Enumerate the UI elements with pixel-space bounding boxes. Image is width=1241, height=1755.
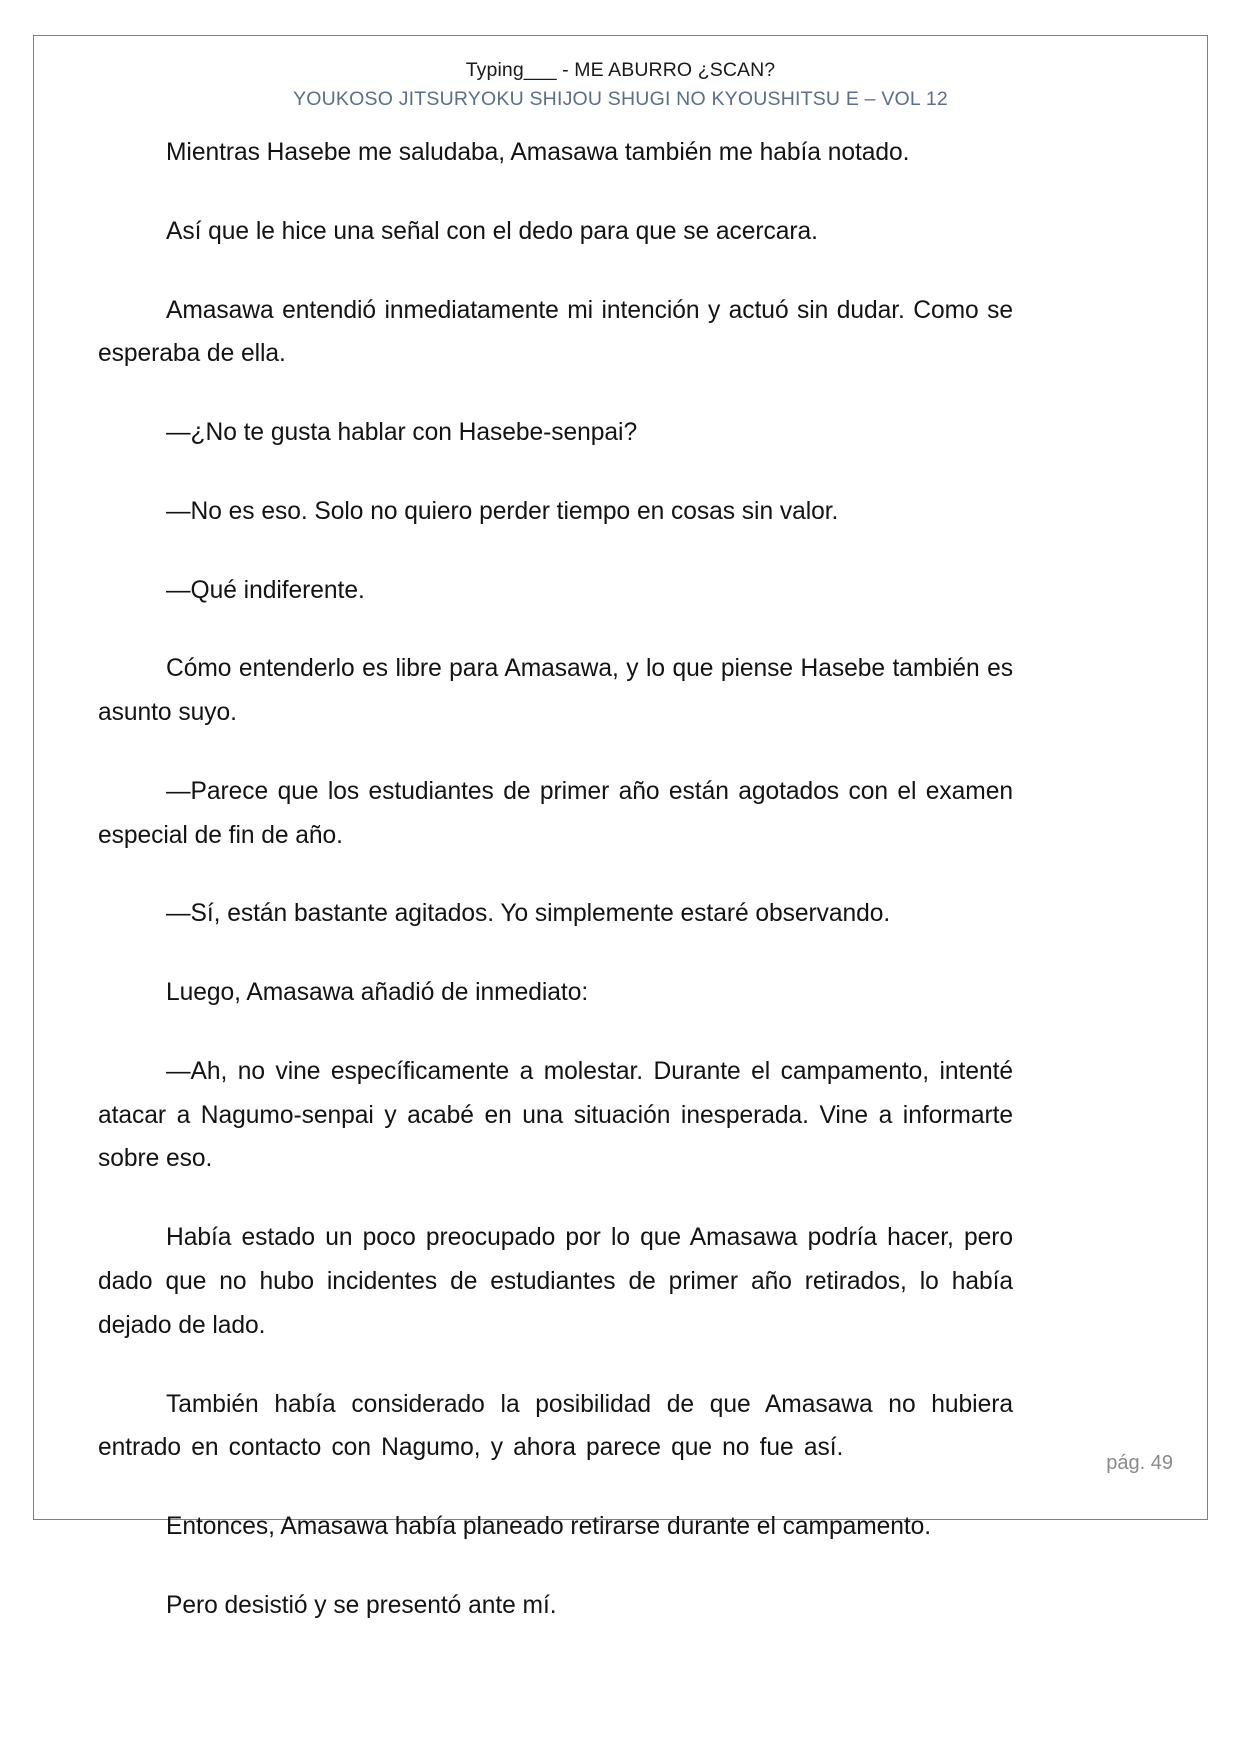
paragraph: También había considerado la posibilidad de que Amasawa no hubiera entrado en contacto con Nagumo, y ahora parece que no fue así. (98, 1390, 1013, 1462)
paragraph-dialogue: —Parece que los estudiantes de primer año están agotados con el examen especial de fin de año. (98, 777, 1013, 849)
paragraph: Amasawa entendió inmediatamente mi intención y actuó sin dudar. Como se esperaba de ella. (98, 296, 1013, 368)
paragraph: Mientras Hasebe me saludaba, Amasawa también me había notado. (166, 139, 910, 166)
paragraph-dialogue: —Sí, están bastante agitados. Yo simplemente estaré observando. (166, 900, 891, 928)
page-number: pág. 49 (1106, 1452, 1173, 1474)
paragraph: Así que le hice una señal con el dedo para que se acercara. (166, 217, 818, 245)
paragraph: Había estado un poco preocupado por lo que Amasawa podría hacer, pero dado que no hubo incidentes de estudiantes de primer año retirados, lo había dejado de lado. (98, 1224, 1013, 1339)
paragraph-dialogue: —Ah, no vine específicamente a molestar. Durante el campamento, intenté atacar a Nagumo-senpai y acabé en una situación inesperada. Vine a informarte sobre eso. (98, 1057, 1013, 1173)
paragraph: Pero desistió y se presentó ante mí. (166, 1591, 557, 1619)
paragraph: Cómo entenderlo es libre para Amasawa, y lo que piense Hasebe también es asunto suyo. (98, 655, 1013, 727)
paragraph: Entonces, Amasawa había planeado retirarse durante el campamento. (166, 1513, 932, 1541)
paragraph-dialogue: —No es eso. Solo no quiero perder tiempo en cosas sin valor. (166, 497, 839, 525)
paragraph: Luego, Amasawa añadió de inmediato: (166, 979, 589, 1007)
header-subtitle: YOUKOSO JITSURYOKU SHIJOU SHUGI NO KYOUSHITSU E – VOL 12 (293, 88, 948, 111)
page-header (33, 58, 1208, 113)
header-title: Typing___ - ME ABURRO ¿SCAN? (465, 59, 776, 81)
paragraph-dialogue: —¿No te gusta hablar con Hasebe-senpai? (166, 419, 638, 447)
paragraph-dialogue: —Qué indiferente. (166, 576, 365, 604)
document-body (98, 131, 1013, 1663)
